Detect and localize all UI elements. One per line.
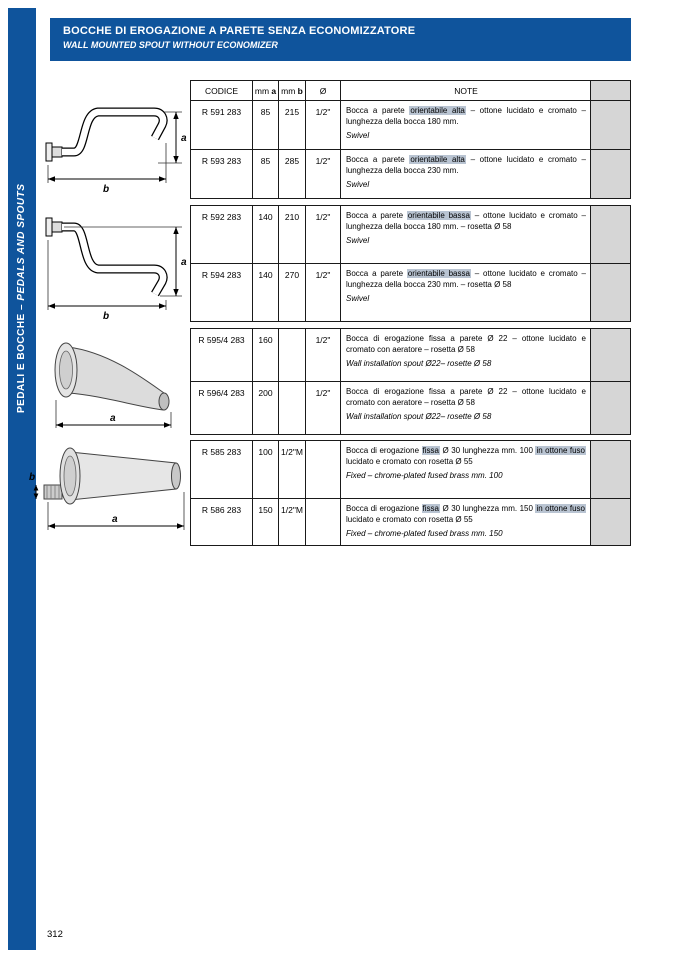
spec-table-fixed-fused <box>190 440 631 546</box>
diameter-cell: 1/2" <box>306 150 341 198</box>
thread-cell: 1/2"M <box>279 441 306 498</box>
dim-label-b: b <box>103 311 110 322</box>
column-header-codice: CODICE <box>191 81 253 100</box>
note-cell: Bocca di erogazione fissa Ø 30 lunghezza mm. 100 in ottone fuso lucidato e cromato con rosetta Ø 55 Fixed – chrome-plated fused brass mm. 100 <box>341 441 591 498</box>
note-cell: Bocca di erogazione fissa Ø 30 lunghezza mm. 150 in ottone fuso lucidato e cromato con rosetta Ø 55 Fixed – chrome-plated fused brass mm. 150 <box>341 499 591 545</box>
page-subtitle: WALL MOUNTED SPOUT WITHOUT ECONOMIZER <box>63 40 278 50</box>
codice-cell: R 592 283 <box>191 206 253 263</box>
image-cell <box>591 382 630 434</box>
dim-label-a: a <box>181 257 187 268</box>
highlighted-text: fissa <box>422 446 439 455</box>
note-translation: Swivel <box>346 131 370 140</box>
table-row <box>191 441 630 499</box>
spout-body-shape <box>68 347 164 410</box>
table-row <box>191 206 630 264</box>
mm-a-cell: 140 <box>253 264 279 321</box>
spec-table-low-swivel <box>190 205 631 322</box>
column-header-mm-a: mm a <box>253 81 279 100</box>
note-translation: Swivel <box>346 180 370 189</box>
spout-body-shape <box>70 452 176 500</box>
column-header-image <box>591 81 630 100</box>
wall-fitting-shape <box>46 218 52 236</box>
codice-cell: R 594 283 <box>191 264 253 321</box>
diameter-cell <box>306 441 341 498</box>
mm-a-cell: 160 <box>253 329 279 381</box>
table-row <box>191 101 630 150</box>
dim-label-a: a <box>112 514 118 525</box>
note-translation: Wall installation spout Ø22– rosette Ø 58 <box>346 412 492 421</box>
image-cell <box>591 264 630 321</box>
highlighted-text: orientabile alta <box>410 106 465 115</box>
dim-label-a: a <box>110 413 116 424</box>
codice-cell: R 585 283 <box>191 441 253 498</box>
mm-b-cell: 270 <box>279 264 306 321</box>
codice-cell: R 591 283 <box>191 101 253 149</box>
column-header-mm-b: mm b <box>279 81 306 100</box>
mm-a-cell: 140 <box>253 206 279 263</box>
dim-label-b: b <box>29 472 36 483</box>
image-cell <box>591 499 630 545</box>
note-cell: Bocca di erogazione fissa a parete Ø 22 – ottone lucidato e cromato con aeratore – rosetta Ø 58 Wall installation spout Ø22– rosette Ø 58 <box>341 382 591 434</box>
note-translation: Fixed – chrome-plated fused brass mm. 150 <box>346 529 503 538</box>
fixed-wall-spout-drawing <box>38 330 193 435</box>
mm-a-cell: 85 <box>253 150 279 198</box>
sidebar-title-it: PEDALI E BOCCHE <box>16 313 27 413</box>
mm-b-cell: 285 <box>279 150 306 198</box>
column-header-note: NOTE <box>341 81 591 100</box>
table-row <box>191 264 630 321</box>
spout-tip-shape <box>172 463 181 489</box>
mm-a-cell: 200 <box>253 382 279 434</box>
codice-cell: R 593 283 <box>191 150 253 198</box>
diameter-cell: 1/2" <box>306 206 341 263</box>
column-header-diameter: Ø <box>306 81 341 100</box>
mm-b-cell <box>279 382 306 434</box>
note-cell: Bocca a parete orientabile bassa – ottone lucidato e cromato – lunghezza della bocca 230 mm. – rosetta Ø 58 Swivel <box>341 264 591 321</box>
mm-a-cell: 100 <box>253 441 279 498</box>
note-translation: Wall installation spout Ø22– rosette Ø 58 <box>346 359 492 368</box>
page-header <box>50 18 631 61</box>
diameter-cell: 1/2" <box>306 264 341 321</box>
image-cell <box>591 206 630 263</box>
mm-a-cell: 85 <box>253 101 279 149</box>
codice-cell: R 596/4 283 <box>191 382 253 434</box>
thread-cell: 1/2"M <box>279 499 306 545</box>
dim-label-b: b <box>103 184 110 195</box>
note-cell: Bocca di erogazione fissa a parete Ø 22 – ottone lucidato e cromato con aeratore – rosetta Ø 58 Wall installation spout Ø22– rosette Ø 58 <box>341 329 591 381</box>
page-number: 312 <box>47 929 63 940</box>
table-row <box>191 329 630 382</box>
table-header-row <box>191 81 630 101</box>
note-cell: Bocca a parete orientabile alta – ottone lucidato e cromato – lunghezza della bocca 180 mm. Swivel <box>341 101 591 149</box>
mm-a-cell: 150 <box>253 499 279 545</box>
spec-table-fixed-wall <box>190 328 631 435</box>
highlighted-text: orientabile bassa <box>407 211 470 220</box>
image-cell <box>591 441 630 498</box>
spec-table-high-swivel <box>190 80 631 199</box>
sidebar-title-en: PEDALS AND SPOUTS <box>16 183 27 301</box>
highlighted-text: in ottone fuso <box>536 504 586 513</box>
note-translation: Fixed – chrome-plated fused brass mm. 100 <box>346 471 503 480</box>
low-swivel-spout-drawing <box>42 210 192 322</box>
image-cell <box>591 329 630 381</box>
table-row <box>191 150 630 198</box>
diameter-cell: 1/2" <box>306 329 341 381</box>
wall-fitting-shape <box>46 143 52 161</box>
note-cell: Bocca a parete orientabile alta – ottone lucidato e cromato – lunghezza della bocca 230 mm. Swivel <box>341 150 591 198</box>
page-title: BOCCHE DI EROGAZIONE A PARETE SENZA ECONOMIZZATORE <box>63 25 416 37</box>
mm-b-cell: 215 <box>279 101 306 149</box>
image-cell <box>591 101 630 149</box>
codice-cell: R 586 283 <box>191 499 253 545</box>
diameter-cell: 1/2" <box>306 101 341 149</box>
highlighted-text: orientabile alta <box>410 155 465 164</box>
mm-b-cell <box>279 329 306 381</box>
sidebar-section-title <box>14 153 30 413</box>
mm-b-cell: 210 <box>279 206 306 263</box>
highlighted-text: in ottone fuso <box>536 446 586 455</box>
highlighted-text: fissa <box>422 504 439 513</box>
diameter-cell: 1/2" <box>306 382 341 434</box>
codice-cell: R 595/4 283 <box>191 329 253 381</box>
diameter-cell <box>306 499 341 545</box>
high-swivel-spout-drawing <box>42 93 192 198</box>
sidebar-separator: – <box>16 300 27 314</box>
highlighted-text: orientabile bassa <box>407 269 470 278</box>
dim-label-a: a <box>181 133 187 144</box>
fixed-fused-spout-drawing <box>26 438 196 538</box>
note-cell: Bocca a parete orientabile bassa – ottone lucidato e cromato – lunghezza della bocca 180 mm. – rosetta Ø 58 Swivel <box>341 206 591 263</box>
spout-tip-shape <box>159 393 169 410</box>
table-row <box>191 382 630 434</box>
image-cell <box>591 150 630 198</box>
note-translation: Swivel <box>346 236 370 245</box>
note-translation: Swivel <box>346 294 370 303</box>
table-row <box>191 499 630 545</box>
